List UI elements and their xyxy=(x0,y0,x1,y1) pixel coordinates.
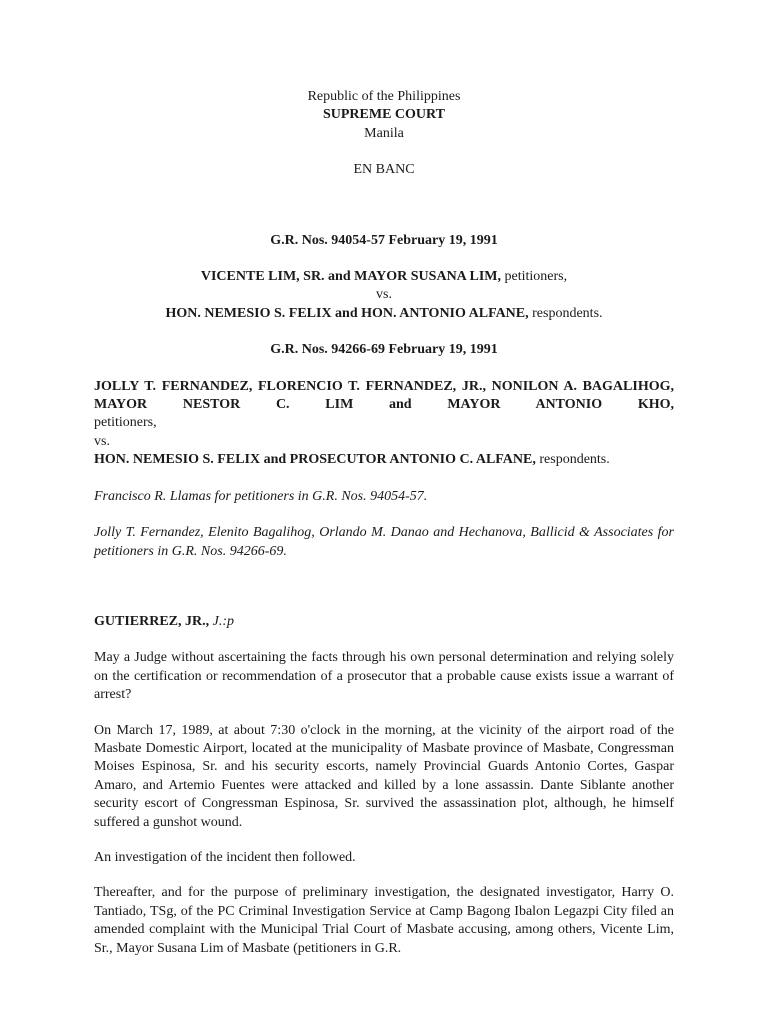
case2-petitioners-line1: JOLLY T. FERNANDEZ, FLORENCIO T. FERNANDEZ, JR., NONILON A. BAGALIHOG, xyxy=(94,378,674,394)
case1-respondents-role: respondents. xyxy=(528,305,603,321)
counsel-line-2: Jolly T. Fernandez, Elenito Bagalihog, Orlando M. Danao and Hechanova, Ballicid & Associates for petitioners in G.R. Nos. 94266-69. xyxy=(94,525,674,559)
body-paragraph: An investigation of the incident then followed. xyxy=(94,849,356,865)
opinion-body xyxy=(94,649,674,958)
court-name: SUPREME COURT xyxy=(322,107,445,123)
case2-petitioners-line2 xyxy=(94,396,674,433)
ponente-name: GUTIERREZ, JR., xyxy=(94,613,210,629)
case2-vs: vs. xyxy=(94,433,110,449)
case1-petitioners-names: VICENTE LIM, SR. and MAYOR SUSANA LIM, xyxy=(200,269,502,285)
case2-petitioners-role: petitioners, xyxy=(94,415,157,431)
case1-respondents xyxy=(94,305,674,323)
body-paragraph: May a Judge without ascertaining the facts through his own personal determination and relying solely on the certification or recommendation of a prosecutor that a probable cause exists issue a warrant of arrest? xyxy=(94,650,674,703)
case2-petitioners-names: MAYOR NESTOR C. LIM and MAYOR ANTONIO KHO, xyxy=(94,397,674,413)
case2-respondents xyxy=(94,451,674,469)
counsel-line-1: Francisco R. Llamas for petitioners in G.R. Nos. 94054-57. xyxy=(94,488,428,504)
body-paragraph: On March 17, 1989, at about 7:30 o'clock in the morning, at the vicinity of the airport road of the Masbate Domestic Airport, located at the municipality of Masbate province of Masbate, Congressman Moises Espinosa, Sr. and his security escorts, namely Provincial Guards Antonio Cortes, Gaspar Amaro, and Artemio Fuentes were attacked and killed by a lone assassin. Dante Siblante another security escort of Congressman Espinosa, Sr. survived the assassination plot, although, he himself suffered a gunshot wound. xyxy=(94,722,674,830)
ponente-suffix: J.:p xyxy=(209,613,235,629)
document-page xyxy=(94,88,674,975)
republic-line: Republic of the Philippines xyxy=(307,89,461,104)
division-label: EN BANC xyxy=(353,162,415,178)
case1-vs: vs. xyxy=(376,287,392,303)
case-number-2: G.R. Nos. 94266-69 February 19, 1991 xyxy=(270,342,498,358)
case-number-1: G.R. Nos. 94054-57 February 19, 1991 xyxy=(270,232,498,248)
case-caption-1 xyxy=(94,232,674,360)
case2-respondents-names: HON. NEMESIO S. FELIX and PROSECUTOR ANTONIO C. ALFANE, xyxy=(94,452,536,468)
case1-petitioners-role: petitioners, xyxy=(501,269,568,285)
ponente xyxy=(94,613,674,631)
case1-petitioners xyxy=(94,268,674,286)
court-city: Manila xyxy=(364,125,404,141)
case2-respondents-role: respondents. xyxy=(535,452,610,468)
case-caption-2 xyxy=(94,378,674,470)
case1-respondents-names: HON. NEMESIO S. FELIX and HON. ANTONIO ALFANE, xyxy=(165,305,529,321)
court-header xyxy=(94,88,674,180)
body-paragraph: Thereafter, and for the purpose of preliminary investigation, the designated investigator, Harry O. Tantiado, TSg, of the PC Criminal Investigation Service at Camp Bagong Ibalon Legazpi City filed an amended complaint with the Municipal Trial Court of Masbate accusing, among others, Vicente Lim, Sr., Mayor Susana Lim of Masbate (petitioners in G.R. xyxy=(94,885,674,956)
